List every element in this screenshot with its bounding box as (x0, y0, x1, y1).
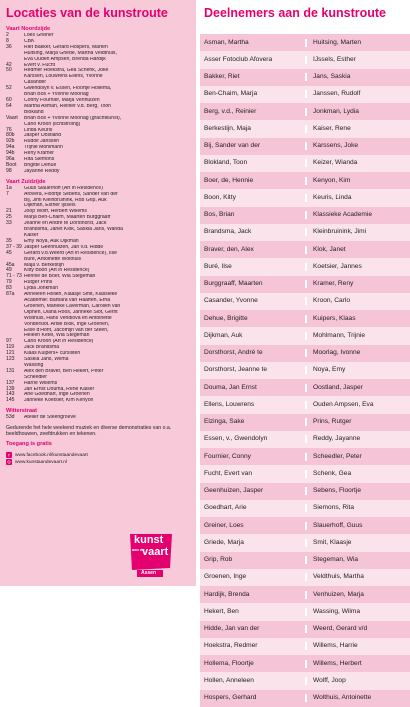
participant-name: Bakker, Riet (204, 73, 240, 81)
house-number: 37 - 39 (6, 243, 22, 250)
participant-row (200, 690, 410, 707)
artist-names-line: Dijkman, Esther Ijssels (24, 203, 76, 209)
location-entry (6, 369, 188, 381)
house-number: 131 (6, 367, 15, 374)
artist-names-line: Harrie Willems (24, 380, 58, 386)
participant-name: Bij, Sander van der (204, 142, 261, 150)
facebook-link[interactable] (6, 452, 188, 459)
participant-name: Hospers, Gerhard (204, 694, 257, 702)
participant-name: Oostland, Jasper (305, 384, 410, 392)
participant-row (200, 51, 410, 68)
artist-names-line: Conny Fournier, Marja Venhuizen (24, 97, 100, 103)
participant-name: Kramer, Reny (305, 280, 410, 288)
house-number: 45 (6, 249, 12, 256)
artist-names-line: Brian Bos + Yvonne Moorlag (grachtkunst), (24, 115, 122, 121)
participant-name: Jonkman, Lydia (305, 108, 410, 116)
artist-names-line: Atelier de Steengroeve (24, 415, 76, 421)
free-entry-text: Toegang is gratis (6, 440, 52, 447)
artist-names-line: Jeanne en André te Dorsthorst, Jack (24, 221, 107, 227)
artist-names (24, 292, 188, 339)
artist-names-line: Scheedler (24, 374, 47, 380)
website-link-text: www.kunstaandevaart.nl (15, 459, 67, 465)
participant-name: Schenk, Gea (305, 470, 410, 478)
artist-names-line: Joop Wolff, Herbert Willems (24, 209, 87, 215)
participant-name: Sebens, Floortje (305, 487, 410, 495)
participant-name: Kleinbruinink, Jimi (305, 228, 410, 236)
participant-row (200, 483, 410, 500)
location-entry (6, 292, 188, 339)
participant-row (200, 86, 410, 103)
participant-name: Jans, Saskia (305, 73, 410, 81)
participant-name: Ben-Chaim, Marja (204, 90, 258, 98)
participant-name: Hekert, Ben (204, 607, 239, 615)
artist-names-line: Heleen Ketel, Wia Stegeman (24, 333, 90, 339)
participant-name: Prins, Rutger (305, 418, 410, 426)
participant-row (200, 120, 410, 137)
participant-row (200, 345, 410, 362)
artist-names-line: Lydia Jonkman (24, 286, 59, 292)
participant-name: Burggraaff, Maarten (204, 280, 263, 288)
artist-names-line: Kitty Boon (Art in Residence) (24, 268, 90, 274)
artist-names-line: Emy Noya, Auk Dijkman (24, 238, 79, 244)
artist-names-line: Wolthuis, Hans Vendlova en Antoinette (24, 315, 112, 321)
house-number: 97 (6, 338, 12, 345)
facebook-icon (6, 452, 12, 458)
artist-names-line: Casander (24, 80, 47, 86)
location-entry (6, 45, 188, 63)
house-number: 71 - 73 (6, 273, 22, 280)
artist-names-line: Carlo Kroon (Art in Residence) (24, 339, 94, 345)
participant-name: Stegeman, Wia (305, 556, 410, 564)
house-number: 123 (6, 356, 15, 363)
artist-names (24, 369, 188, 381)
house-number: 94a (6, 144, 15, 151)
participant-name: Blokland, Toon (204, 159, 248, 167)
house-number: 64 (6, 102, 12, 109)
artist-names-line: Loes Greiner (24, 33, 54, 38)
participant-name: Siemons, Rita (305, 504, 410, 512)
participant-row (200, 569, 410, 586)
participant-row (200, 310, 410, 327)
artist-names (24, 415, 188, 421)
artist-names-line: Linda Keuris (24, 127, 53, 133)
artist-names-line: Huitsing, Marja Griede, Martha Veldthuis, (24, 50, 117, 56)
logo-word-aan-de: aan de (132, 547, 145, 552)
participant-name: Kaiser, Rene (305, 125, 410, 133)
participant-name: Elzinga, Sake (204, 418, 245, 426)
participant-name: Griede, Marja (204, 538, 244, 546)
participant-name: Veldthuis, Martha (305, 573, 410, 581)
artist-names (24, 86, 188, 98)
house-number: 60 (6, 96, 12, 103)
artist-names-line: Arie Goedhart, Inge Groenen (24, 392, 90, 398)
participant-name: Essen, v., Gwendolyn (204, 435, 268, 443)
participant-name: Bos, Brian (204, 211, 235, 219)
house-number: 36 (6, 43, 12, 50)
participant-name: Noya, Emy (305, 366, 410, 374)
participant-row (200, 448, 410, 465)
participant-name: Fournier, Conny (204, 452, 251, 460)
participant-name: Dorsthorst, Jeanne te (204, 366, 268, 374)
house-number: 80b (6, 132, 15, 139)
house-number: 50 (6, 67, 12, 74)
artist-names-line: Wassing (24, 362, 44, 368)
artist-names-line: Kaiser (24, 233, 39, 238)
participant-name: Greiner, Loes (204, 521, 244, 529)
participant-row (200, 672, 410, 689)
artist-names-line: Brian Bos + Yvonne Moorlag (24, 92, 89, 98)
participant-name: Wolff, Joop (305, 677, 410, 685)
participant-name: Grip, Rob (204, 556, 233, 564)
artist-names-line: Academie: Barbara van Haaften, Erna (24, 297, 111, 303)
artist-names-line: Brigitte Dehue (24, 162, 57, 168)
artist-names-line: Maja v. Berkestijn (24, 262, 64, 268)
participant-name: Boon, Kitty (204, 193, 236, 201)
participant-name: Casander, Yvonne (204, 297, 258, 305)
house-number: Vaart (6, 114, 18, 121)
house-number: 21 (6, 208, 12, 215)
house-number: 98 (6, 167, 12, 174)
participant-row (200, 517, 410, 534)
participant-name: Scheedler, Peter (305, 453, 410, 461)
artist-names-line: Gerard v.d.Weerd (Art in Residence), Ilse (24, 250, 117, 256)
participant-name: Mohlmann, Trijnie (305, 332, 410, 340)
participant-row (200, 534, 410, 551)
participant-name: Boer, de, Hennie (204, 176, 254, 184)
participant-row (200, 293, 410, 310)
artist-names-line: Jasper Geenhuizen, Jan v.d. Hidde (24, 244, 104, 250)
artist-names (24, 221, 188, 239)
artist-names-line: Jack Brandsma (24, 345, 60, 351)
kunst-aan-de-vaart-logo (128, 532, 174, 578)
participant-name: Venhuizen, Marja (305, 591, 410, 599)
participant-name: Berkestijn, Maja (204, 124, 251, 132)
artist-names-line: Eva Ouden Ampsen, Brenda Hardijk (24, 56, 106, 62)
participant-name: Huitsing, Marten (305, 39, 410, 47)
participant-name: Brandsma, Jack (204, 228, 252, 236)
artist-names-line: CBK (24, 38, 35, 44)
participant-row (200, 103, 410, 120)
participant-name: Hardijk, Brenda (204, 590, 250, 598)
participant-name: Geenhuizen, Jasper (204, 487, 264, 495)
artist-names-line: Gwendolyn v. Essen, Floortje Hollema, (24, 86, 112, 92)
facebook-link-text: www.facebook.nl/kunstaandevaart (15, 452, 88, 458)
house-number: 33 (6, 220, 12, 227)
logo-place: Assen (141, 570, 157, 576)
artist-names-line: Jan Ernst Douma, Rene Kaiser (24, 386, 95, 392)
logo-word-kunst: kunst (134, 534, 164, 546)
house-number: Boot (6, 161, 17, 168)
participant-row (200, 586, 410, 603)
participants-title: Deelnemers aan de kunstroute (204, 6, 387, 20)
house-number: 119 (6, 344, 15, 351)
artist-names-line: Alex den Braver, Ben Hekert, Peter (24, 368, 104, 374)
links-list (6, 452, 188, 466)
artist-names-line: Redmer Hoekstra, Gea Schenk, Joke (24, 68, 109, 74)
house-number: 2 (6, 32, 9, 38)
artist-names-line: Rudolf Janssen (24, 139, 60, 145)
locations-title: Locaties van de kunstroute (6, 6, 168, 20)
section-title: Witterstraat (6, 408, 38, 415)
info-text: Gedurende het hele weekend muziek en diverse demonstraties van o.a. beeldhouwen, zeefdrukken en tekenen. (6, 425, 172, 438)
house-number: 94b (6, 150, 15, 157)
participant-name: Keizer, Wianda (305, 159, 410, 167)
house-number: 1a (6, 184, 12, 191)
website-link[interactable] (6, 459, 188, 466)
location-entry (6, 415, 188, 421)
svg-text:f: f (8, 453, 10, 458)
location-entry (6, 221, 188, 239)
section-title: Vaart Noordzijde (6, 26, 51, 32)
participant-name: Keuris, Linda (305, 194, 410, 202)
location-entry (6, 398, 188, 404)
participant-row (200, 69, 410, 86)
participant-name: Willems, Herbert (305, 660, 410, 668)
location-entry (6, 104, 188, 116)
artist-names-line: Rita Siemons (24, 157, 55, 163)
artist-names (24, 398, 188, 404)
participant-name: Hollen, Anneleen (204, 676, 254, 684)
artist-names-line: Jayanne Reddy (24, 168, 60, 174)
participant-row (200, 655, 410, 672)
artist-names-line: Trijnie Mohlmann (24, 145, 63, 151)
participant-row (200, 552, 410, 569)
artist-names (24, 45, 188, 63)
participant-name: Smit, Klaasje (305, 539, 410, 547)
artist-names-line: Olphen, Diana Roos, Janneke Slot, Gerrit (24, 309, 118, 315)
house-number: 8 (6, 37, 9, 44)
house-number: 42 (6, 61, 12, 68)
house-number: 79 (6, 279, 12, 286)
participant-name: Janssen, Rudolf (305, 90, 410, 98)
artist-names (24, 357, 188, 369)
participant-name: Kenyon, Kim (305, 177, 410, 185)
participant-name: Fucht, Evert van (204, 469, 253, 477)
participant-name: Wassing, Wilma (305, 608, 410, 616)
participant-row (200, 431, 410, 448)
section-gap (6, 175, 188, 178)
participant-row (200, 465, 410, 482)
participant-name: Asman, Martha (204, 38, 249, 46)
artist-names-line: Anneleen Hollen, Klaasje Smit, Klassieke (24, 292, 118, 298)
participant-row (200, 603, 410, 620)
artist-names-line: Groenen, Marieke Laverman, Carolien van (24, 303, 121, 309)
participant-row (200, 638, 410, 655)
participant-name: Willems, Harrie (305, 642, 410, 650)
participant-name: Klassieke Academie (305, 211, 410, 219)
artist-names-line: Hennie de Boer, Wia Stegeman (24, 274, 96, 280)
participant-row (200, 207, 410, 224)
house-number: 53d (6, 414, 15, 421)
participant-row (200, 396, 410, 413)
section-title: Vaart Zuidzijde (6, 178, 46, 185)
location-entry (6, 192, 188, 210)
participant-name: Hollema, Floortje (204, 659, 254, 667)
participant-name: Ellens, Louwrens (204, 400, 255, 408)
participant-name: Dijkman, Auk (204, 331, 243, 339)
house-number: 25 (6, 214, 12, 221)
artist-names-line: Janneke Koetsier, Kim Kenyon (24, 398, 94, 404)
house-number: 83 (6, 285, 12, 292)
participant-row (200, 34, 410, 51)
house-number: 7 (6, 190, 9, 197)
participant-row (200, 379, 410, 396)
participant-row (200, 224, 410, 241)
artist-names-line: Reny Kramer (24, 151, 55, 157)
participant-name: Reddy, Jayanne (305, 435, 410, 443)
location-entry (6, 68, 188, 86)
participant-name: Hidde, Jan van der (204, 625, 260, 633)
location-entry (6, 86, 188, 98)
house-number: 96a (6, 156, 15, 163)
artist-names-line: Carlo Kroon (lichtstroing) (24, 121, 81, 127)
participant-name: Klok, Janet (305, 246, 410, 254)
participant-row (200, 362, 410, 379)
artist-names-line: Blokland (24, 109, 44, 115)
house-number: 139 (6, 385, 15, 392)
location-entry (6, 169, 188, 175)
house-number: 137 (6, 379, 15, 386)
participant-name: Braver, den, Alex (204, 245, 254, 253)
artist-names (24, 251, 188, 263)
house-number: 87a (6, 291, 15, 298)
artist-names-line: Evert v. Fucht (24, 62, 56, 68)
participant-row (200, 189, 410, 206)
participant-row (200, 621, 410, 638)
participant-name: Kroon, Carlo (305, 297, 410, 305)
participant-name: IJssels, Esther (305, 56, 410, 64)
participants-table (200, 34, 410, 707)
house-number: 143 (6, 391, 15, 398)
artist-names-line: Saskia Jans, Wilma (24, 357, 69, 363)
locations-panel (0, 0, 196, 586)
participant-row (200, 414, 410, 431)
participant-row (200, 276, 410, 293)
locations-list (6, 26, 188, 421)
house-number: 45a (6, 261, 15, 268)
participant-name: Hoekstra, Redmer (204, 642, 258, 650)
participant-name: Groenen, Inge (204, 573, 247, 581)
participant-name: Moorlag, Ivonne (305, 349, 410, 357)
participant-name: Dorsthorst, André te (204, 349, 263, 357)
location-entry (6, 357, 188, 369)
participant-row (200, 138, 410, 155)
location-entry (6, 116, 188, 128)
artist-names-line: Buré, Antoinette Wolthuis (24, 256, 82, 262)
artist-names-line: Afovera, Floortje Sebens, Sander van der (24, 191, 118, 197)
artist-names-line: Bij, Jimi Kleinbruinink, Rob Grip, Auk (24, 197, 107, 203)
participant-name: Douma, Jan Ernst (204, 383, 257, 391)
artist-names-line: Vonderslot. Ardie Blok, Inge Groenen, (24, 321, 110, 327)
logo-word-vaart: vaart (142, 546, 169, 558)
house-number: 145 (6, 397, 15, 404)
house-number: 35 (6, 237, 12, 244)
artist-names (24, 169, 188, 175)
artist-names (24, 104, 188, 116)
artist-names-line: Karssen, Louwrens Ellens, Yvonne (24, 74, 103, 80)
participant-name: Slauerhoff, Guus (305, 522, 410, 530)
artist-names (24, 68, 188, 86)
participant-name: Asser Fotoclub Afovera (204, 55, 273, 63)
participant-name: Buré, Ilse (204, 262, 232, 270)
participant-row (200, 327, 410, 344)
participant-name: Weerd, Gerard v/d (305, 625, 410, 633)
participant-name: Karssens, Joke (305, 142, 410, 150)
artist-names-line: Elise d'Hont, Jacomijn van der Steen, (24, 327, 109, 333)
artist-names-line: Jasper Oostland (24, 133, 62, 139)
participant-name: Goedhart, Arie (204, 504, 247, 512)
artist-names-line: Martha Asman, Reinier v.d. Berg, Toon (24, 103, 112, 109)
participant-row (200, 500, 410, 517)
artist-names-line: Brandsma, Janet Klok, Saskia Jans, Wanda (24, 227, 123, 233)
participant-name: Berg, v.d., Reinier (204, 107, 257, 115)
artist-names (24, 116, 188, 128)
participant-row (200, 172, 410, 189)
house-number: 92b (6, 138, 15, 145)
house-number: 76 (6, 126, 12, 133)
artist-names-line: Marja Ben-Chaim, Maarten Burggraaff (24, 215, 111, 221)
participant-name: Ouden Ampsen, Eva (305, 401, 410, 409)
section-gap (6, 404, 188, 407)
house-number: 121 (6, 350, 15, 357)
participant-row (200, 241, 410, 258)
artist-names-line: Klaas Kuipers+ cursisten (24, 351, 81, 357)
house-number: 49 (6, 267, 12, 274)
participant-name: Kuipers, Klaas (305, 315, 410, 323)
artist-names-line: Riet Bakker, Gerard Hospers, Marten (24, 44, 108, 50)
globe-icon (6, 459, 12, 465)
participants-panel (200, 0, 410, 702)
participant-name: Dehue, Brigitte (204, 314, 248, 322)
participant-name: Koetsier, Jannes (305, 263, 410, 271)
artist-names-line: Rutger Prins (24, 280, 53, 286)
participant-row (200, 258, 410, 275)
participant-name: Wolthuis, Antoinette (305, 694, 410, 702)
house-number: 52 (6, 85, 12, 92)
participant-row (200, 155, 410, 172)
artist-names (24, 192, 188, 210)
location-entry (6, 251, 188, 263)
artist-names-line: Guus Slauerhoff (Art in Residence) (24, 185, 103, 191)
